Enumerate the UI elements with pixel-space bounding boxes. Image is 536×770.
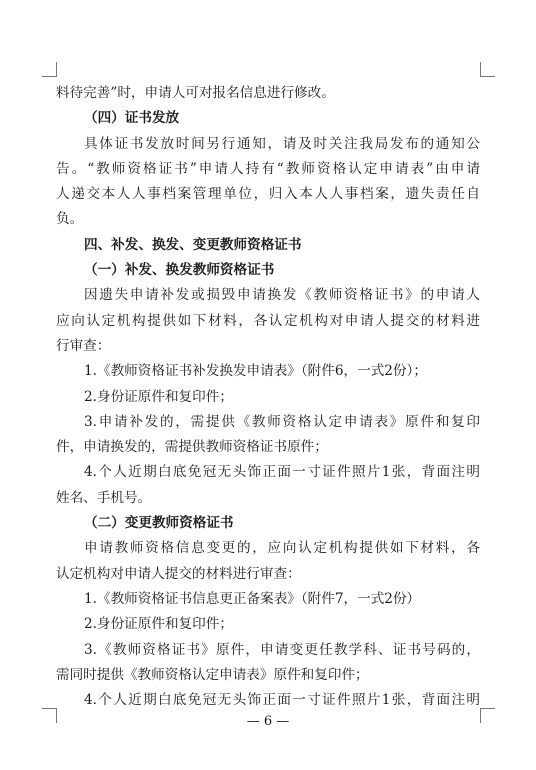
paragraph-line: 3.申请补发的，需提供《教师资格认定申请表》原件和复印 xyxy=(84,413,480,430)
paragraph-line: 认定机构对申请人提交的材料进行审查： xyxy=(56,565,301,582)
paragraph-line: 具体证书发放时间另行通知，请及时关注我局发布的通知公 xyxy=(84,135,480,152)
paragraph-line: 行审查： xyxy=(56,337,111,354)
paragraph-line: 4.个人近期白底免冠无头饰正面一寸证件照片1张，背面注明 xyxy=(84,692,480,709)
paragraph-line: 件，申请换发的，需提供教师资格证书原件； xyxy=(56,439,328,456)
paragraph-line: 2.身份证原件和复印件； xyxy=(84,388,233,405)
paragraph-line: 1.《教师资格证书补发换发申请表》（附件6，一式2份）； xyxy=(84,363,427,380)
paragraph-line: 人递交本人人事档案管理单位，归入本人人事档案，遗失责任自 xyxy=(56,186,480,203)
crop-mark-top-right xyxy=(480,62,495,77)
section-heading: （四）证书发放 xyxy=(84,110,180,127)
paragraph-line: 料待完善”时，申请人可对报名信息进行修改。 xyxy=(56,85,335,101)
section-heading: （一）补发、换发教师资格证书 xyxy=(84,262,275,279)
paragraph-line: 4.个人近期白底免冠无头饰正面一寸证件照片1张，背面注明 xyxy=(84,464,480,481)
paragraph-line: 3.《教师资格证书》原件，申请变更任教学科、证书号码的， xyxy=(84,641,480,658)
paragraph-line: 应向认定机构提供如下材料，各认定机构对申请人提交的材料进 xyxy=(56,312,480,329)
paragraph-line: 申请教师资格信息变更的，应向认定机构提供如下材料，各 xyxy=(84,540,480,557)
paragraph-line: 1.《教师资格证书信息更正备案表》（附件7，一式2份） xyxy=(84,590,421,607)
section-heading: 四、补发、换发、变更教师资格证书 xyxy=(84,236,302,253)
paragraph-line: 负。 xyxy=(56,211,84,228)
crop-mark-top-left xyxy=(42,62,57,77)
page-number: — 6 — xyxy=(246,714,290,729)
paragraph-line: 需同时提供《教师资格认定申请表》原件和复印件； xyxy=(56,666,369,683)
paragraph-line: 告。“教师资格证书”申请人持有“教师资格认定申请表”由申请 xyxy=(56,160,480,177)
section-heading: （二）变更教师资格证书 xyxy=(84,515,234,532)
paragraph-line: 姓名、手机号。 xyxy=(56,489,152,506)
paragraph-line: 因遗失申请补发或损毁申请换发《教师资格证书》的申请人 xyxy=(84,287,480,304)
document-body xyxy=(56,81,480,713)
paragraph-line: 2.身份证原件和复印件； xyxy=(84,616,233,633)
